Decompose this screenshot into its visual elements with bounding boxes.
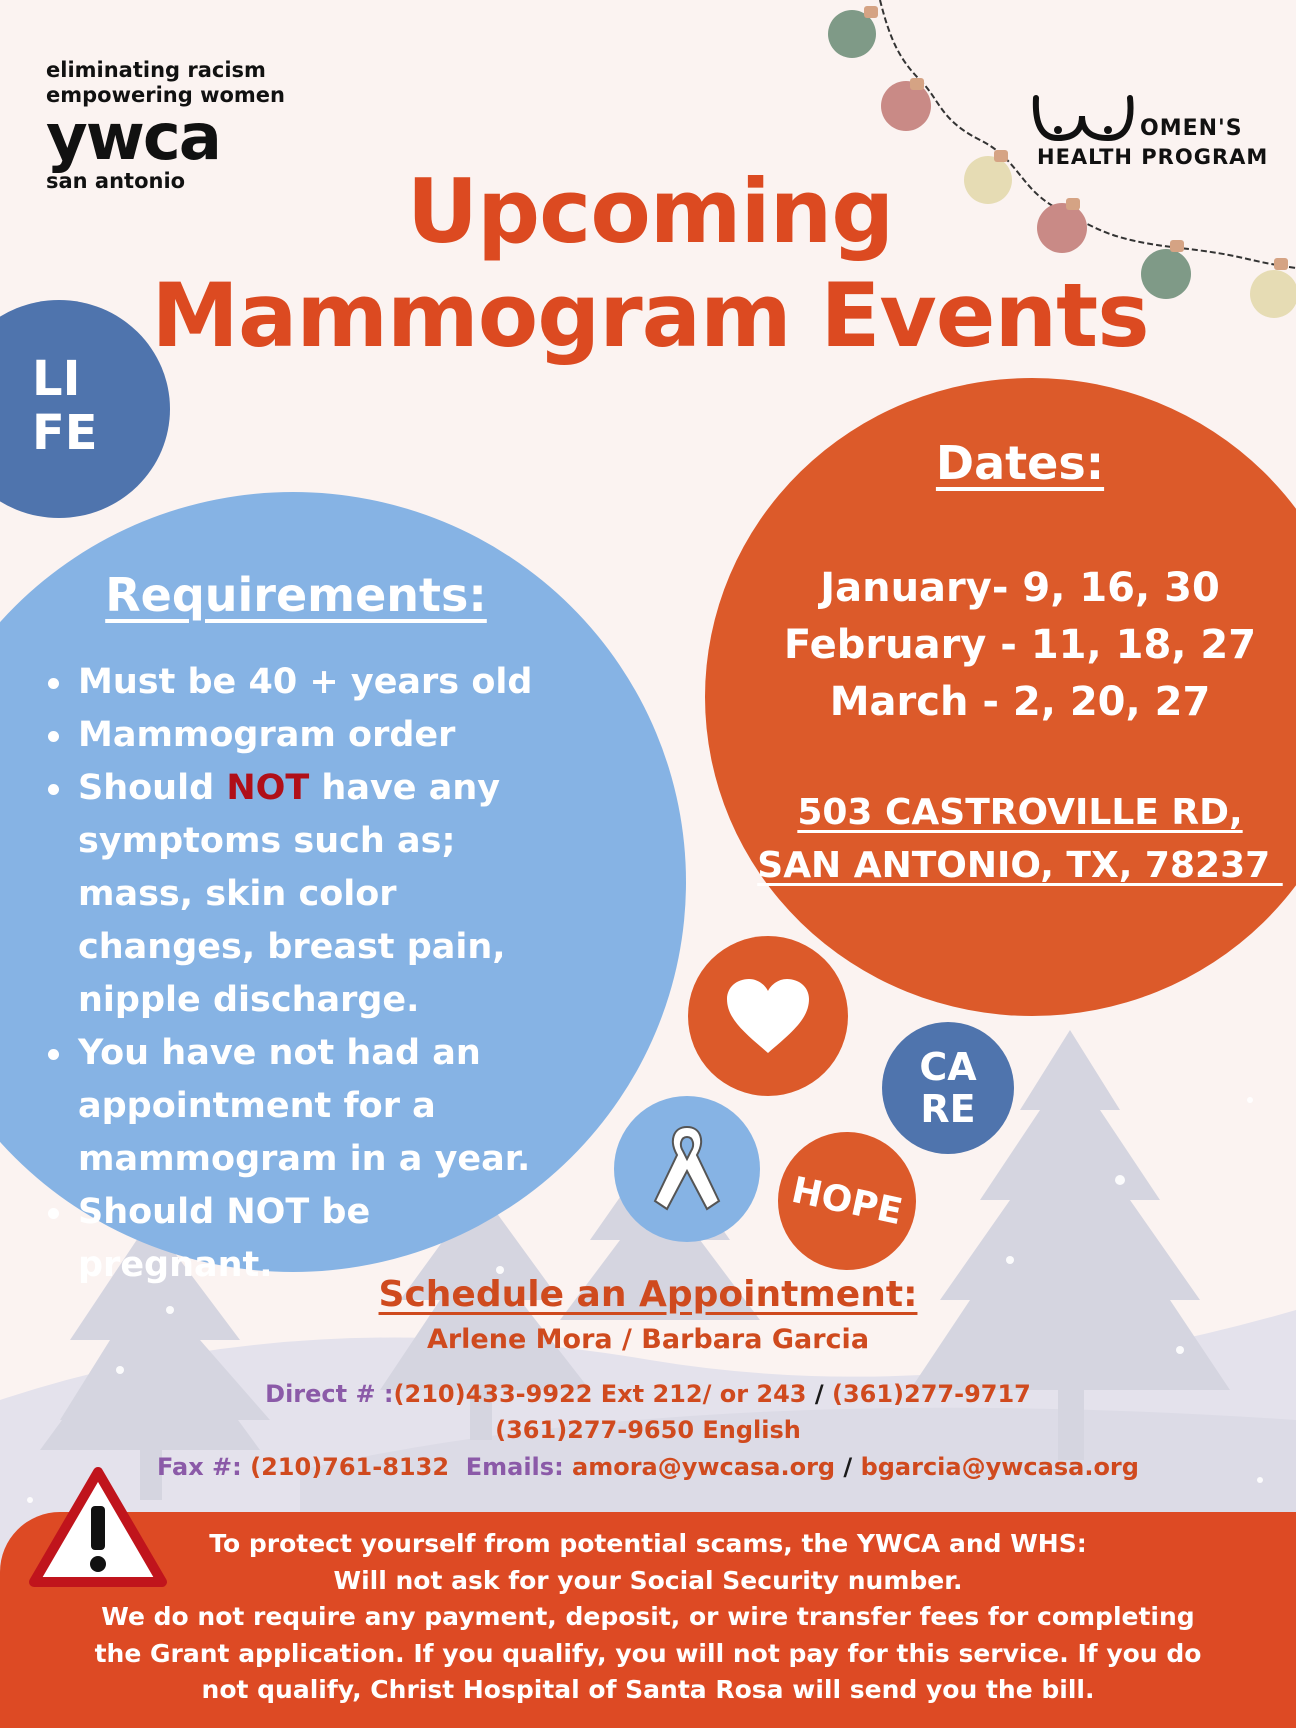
heart-bubble: [688, 936, 848, 1096]
life-bubble-line-1: LI: [32, 351, 81, 407]
direct-phone-line: [120, 1380, 1176, 1408]
list-item: Mammogram order: [46, 709, 576, 762]
address-line-2: SAN ANTONIO, TX, 78237: [757, 845, 1283, 886]
list-item: Must be 40 + years old: [46, 656, 576, 709]
requirements-list: [46, 656, 576, 1292]
notice-line-2: Will not ask for your Social Security number.: [333, 1565, 963, 1595]
requirement-emphasis: NOT: [226, 768, 310, 808]
email-link-1[interactable]: amora@ywcasa.org: [572, 1453, 836, 1481]
requirement-text: have any symptoms such as; mass, skin color changes, breast pain, nipple discharge.: [78, 768, 506, 1020]
life-bubble-line-2: FE: [32, 405, 98, 461]
requirements-heading: Requirements:: [105, 568, 487, 622]
dates-list: [745, 560, 1295, 731]
list-item: [46, 762, 576, 1027]
scam-notice-text: [60, 1526, 1236, 1709]
hope-bubble-text: HOPE: [788, 1169, 906, 1233]
page-title-line-1: Upcoming: [406, 160, 894, 263]
list-item: Should NOT be pregnant.: [46, 1186, 576, 1292]
womens-health-logo-mark: [1030, 94, 1140, 150]
phone-separator: /: [806, 1380, 832, 1408]
care-bubble: [882, 1022, 1014, 1154]
whp-logo-line-2: HEALTH PROGRAM: [1037, 145, 1269, 169]
ywca-tagline-2: empowering women: [46, 83, 285, 107]
fax-number: (210)761-8132: [250, 1453, 450, 1481]
care-bubble-line-2: RE: [920, 1087, 976, 1131]
notice-line-4: the Grant application. If you qualify, you will not pay for this service. If you do: [94, 1638, 1202, 1668]
page-title: [120, 160, 1180, 368]
fax-email-line: [120, 1453, 1176, 1481]
alt-phone-number[interactable]: (361)277-9717: [831, 1380, 1031, 1408]
requirement-text: Should: [78, 768, 227, 808]
date-february: February - 11, 18, 27: [783, 622, 1257, 668]
ywca-tagline-1: eliminating racism: [46, 58, 266, 82]
dates-heading: Dates:: [935, 436, 1105, 490]
email-separator: /: [835, 1453, 861, 1481]
care-bubble-line-1: CA: [919, 1045, 977, 1089]
emails-label: Emails:: [449, 1453, 573, 1481]
awareness-ribbon-icon: [647, 1119, 727, 1219]
fax-label: Fax #:: [157, 1453, 251, 1481]
direct-phone-number[interactable]: (210)433-9922 Ext 212/ or 243: [393, 1380, 807, 1408]
life-bubble-text: [32, 352, 98, 460]
schedule-contact-names: Arlene Mora / Barbara Garcia: [426, 1324, 870, 1355]
notice-line-5: not qualify, Christ Hospital of Santa Rosa will send you the bill.: [201, 1675, 1095, 1704]
event-address: [740, 786, 1296, 892]
notice-line-1: To protect yourself from potential scams, the YWCA and WHS:: [209, 1529, 1087, 1558]
ywca-city: san antonio: [46, 169, 186, 193]
heart-icon: [725, 977, 811, 1055]
date-march: March - 2, 20, 27: [829, 679, 1211, 725]
whp-logo-line-1: OMEN'S: [1140, 116, 1243, 141]
date-january: January- 9, 16, 30: [820, 565, 1220, 611]
direct-label: Direct # :: [265, 1380, 394, 1408]
english-phone-line[interactable]: (361)277-9650 English: [495, 1416, 801, 1444]
address-line-1: 503 CASTROVILLE RD,: [797, 792, 1243, 833]
schedule-heading: Schedule an Appointment:: [378, 1274, 918, 1315]
email-link-2[interactable]: bgarcia@ywcasa.org: [860, 1453, 1139, 1481]
list-item: You have not had an appointment for a mammogram in a year.: [46, 1027, 576, 1186]
notice-line-3: We do not require any payment, deposit, or wire transfer fees for completing: [101, 1602, 1195, 1631]
page-title-line-2: Mammogram Events: [151, 264, 1149, 367]
ribbon-bubble: [614, 1096, 760, 1242]
ywca-wordmark: ywca: [46, 101, 220, 175]
